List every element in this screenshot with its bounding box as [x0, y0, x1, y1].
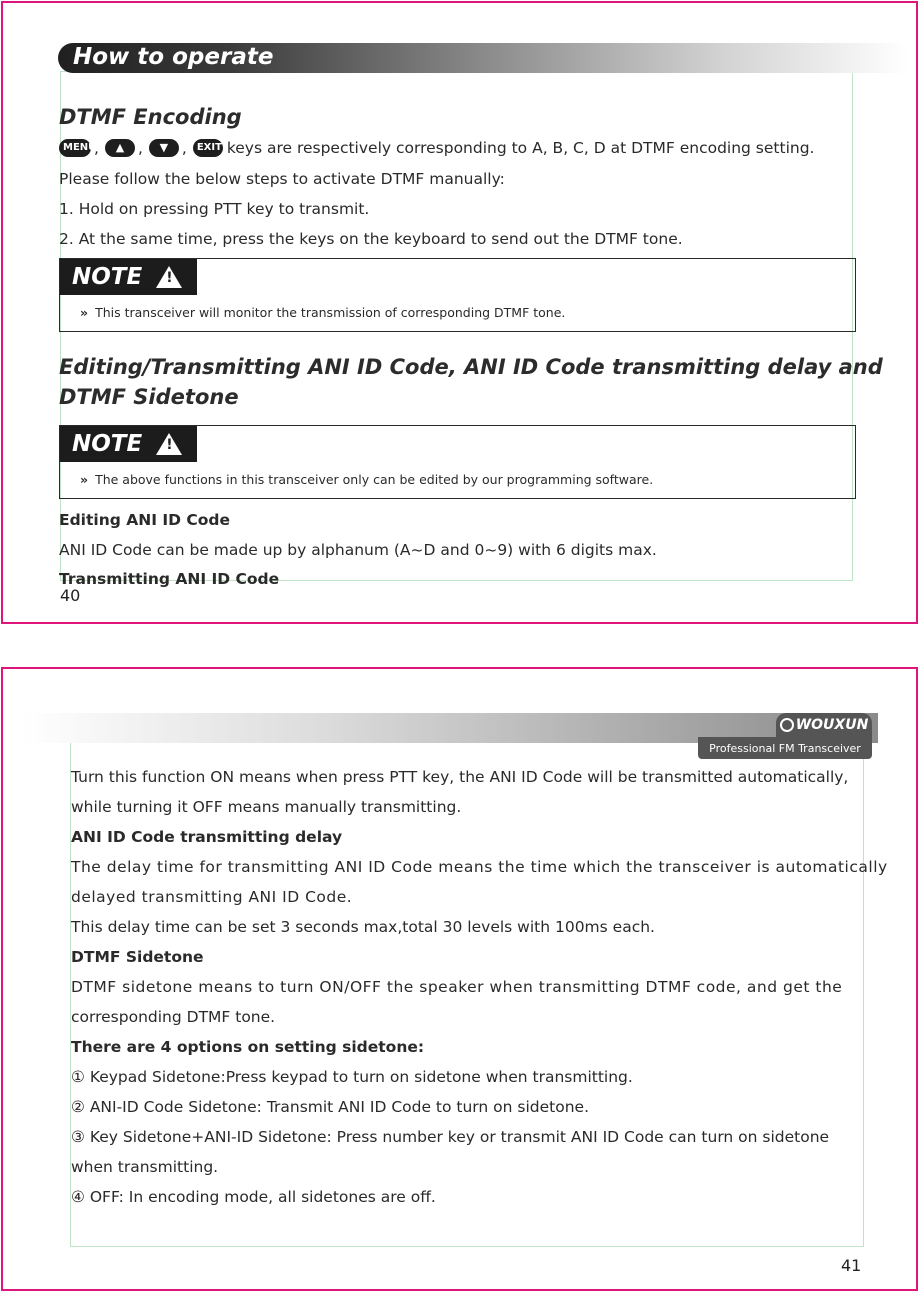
- brand-logo: [776, 713, 872, 737]
- brand-logo-text: WOUXUN: [795, 717, 869, 733]
- option-item: ③ Key Sidetone+ANI-ID Sidetone: Press number key or transmit ANI ID Code can turn on sidetone: [71, 1128, 830, 1146]
- exit-key-icon: EXIT: [193, 139, 223, 157]
- manual-page-40: [1, 1, 918, 624]
- note-text: [80, 305, 565, 320]
- manual-page-41: [1, 667, 918, 1291]
- option-item: ② ANI-ID Code Sidetone: Transmit ANI ID Code to turn on sidetone.: [71, 1098, 590, 1116]
- section-header-bar: [58, 43, 908, 73]
- warning-triangle-icon: [156, 266, 182, 288]
- note-box: [59, 425, 856, 499]
- chevron-right-icon: »: [80, 305, 89, 320]
- section-header-title: How to operate: [73, 44, 274, 70]
- note-text: [80, 472, 653, 487]
- separator: ,: [137, 139, 143, 157]
- dtmf-encoding-heading: DTMF Encoding: [59, 105, 242, 129]
- editing-ani-text: ANI ID Code can be made up by alphanum (A~D and 0~9) with 6 digits max.: [59, 541, 657, 559]
- sidetone-options-heading: There are 4 options on setting sidetone:: [71, 1038, 425, 1056]
- note-text-content: This transceiver will monitor the transmission of corresponding DTMF tone.: [95, 305, 566, 320]
- warning-triangle-icon: [156, 433, 182, 455]
- body-line: DTMF sidetone means to turn ON/OFF the speaker when transmitting DTMF code, and get the: [71, 978, 843, 996]
- separator: ,: [94, 139, 99, 157]
- dtmf-keys-line: [59, 139, 814, 157]
- option-item: ① Keypad Sidetone:Press keypad to turn on sidetone when transmitting.: [71, 1068, 633, 1086]
- menu-key-icon: MENU: [59, 139, 91, 157]
- note-box: [59, 258, 856, 332]
- note-text-content: The above functions in this transceiver only can be edited by our programming software.: [95, 472, 654, 487]
- brand-tagline: Professional FM Transceiver: [698, 737, 872, 759]
- body-line: while turning it OFF means manually transmitting.: [71, 798, 462, 816]
- up-key-icon: ▲: [105, 139, 135, 157]
- keys-description: keys are respectively corresponding to A, B, C, D at DTMF encoding setting.: [226, 139, 815, 157]
- body-line: 1. Hold on pressing PTT key to transmit.: [59, 200, 370, 218]
- note-label-text: NOTE: [72, 431, 143, 457]
- brand-logo-icon: [780, 718, 794, 732]
- body-line: Please follow the below steps to activate DTMF manually:: [59, 170, 505, 188]
- note-label-text: NOTE: [72, 264, 143, 290]
- chevron-right-icon: »: [80, 472, 89, 487]
- ani-heading-line1: Editing/Transmitting ANI ID Code, ANI ID Code transmitting delay and: [59, 355, 883, 379]
- ani-delay-heading: ANI ID Code transmitting delay: [71, 828, 343, 846]
- body-line: The delay time for transmitting ANI ID Code means the time which the transceiver is automatically: [71, 858, 888, 876]
- note-label: [60, 259, 197, 295]
- note-label: [60, 426, 197, 462]
- editing-ani-heading: Editing ANI ID Code: [59, 511, 231, 529]
- transmitting-ani-heading: Transmitting ANI ID Code: [59, 570, 280, 588]
- separator: ,: [181, 139, 187, 157]
- ani-heading-line2: DTMF Sidetone: [59, 385, 239, 409]
- body-line: delayed transmitting ANI ID Code.: [71, 888, 353, 906]
- option-item: ④ OFF: In encoding mode, all sidetones are off.: [71, 1188, 436, 1206]
- body-line: corresponding DTMF tone.: [71, 1008, 276, 1026]
- body-line: 2. At the same time, press the keys on the keyboard to send out the DTMF tone.: [59, 230, 683, 248]
- body-line: Turn this function ON means when press PTT key, the ANI ID Code will be transmitted automatically,: [71, 768, 849, 786]
- body-line: This delay time can be set 3 seconds max,total 30 levels with 100ms each.: [71, 918, 655, 936]
- down-key-icon: ▼: [149, 139, 179, 157]
- dtmf-sidetone-heading: DTMF Sidetone: [71, 948, 204, 966]
- body-line: when transmitting.: [71, 1158, 219, 1176]
- page-number: 40: [60, 586, 81, 605]
- page-number: 41: [841, 1256, 862, 1275]
